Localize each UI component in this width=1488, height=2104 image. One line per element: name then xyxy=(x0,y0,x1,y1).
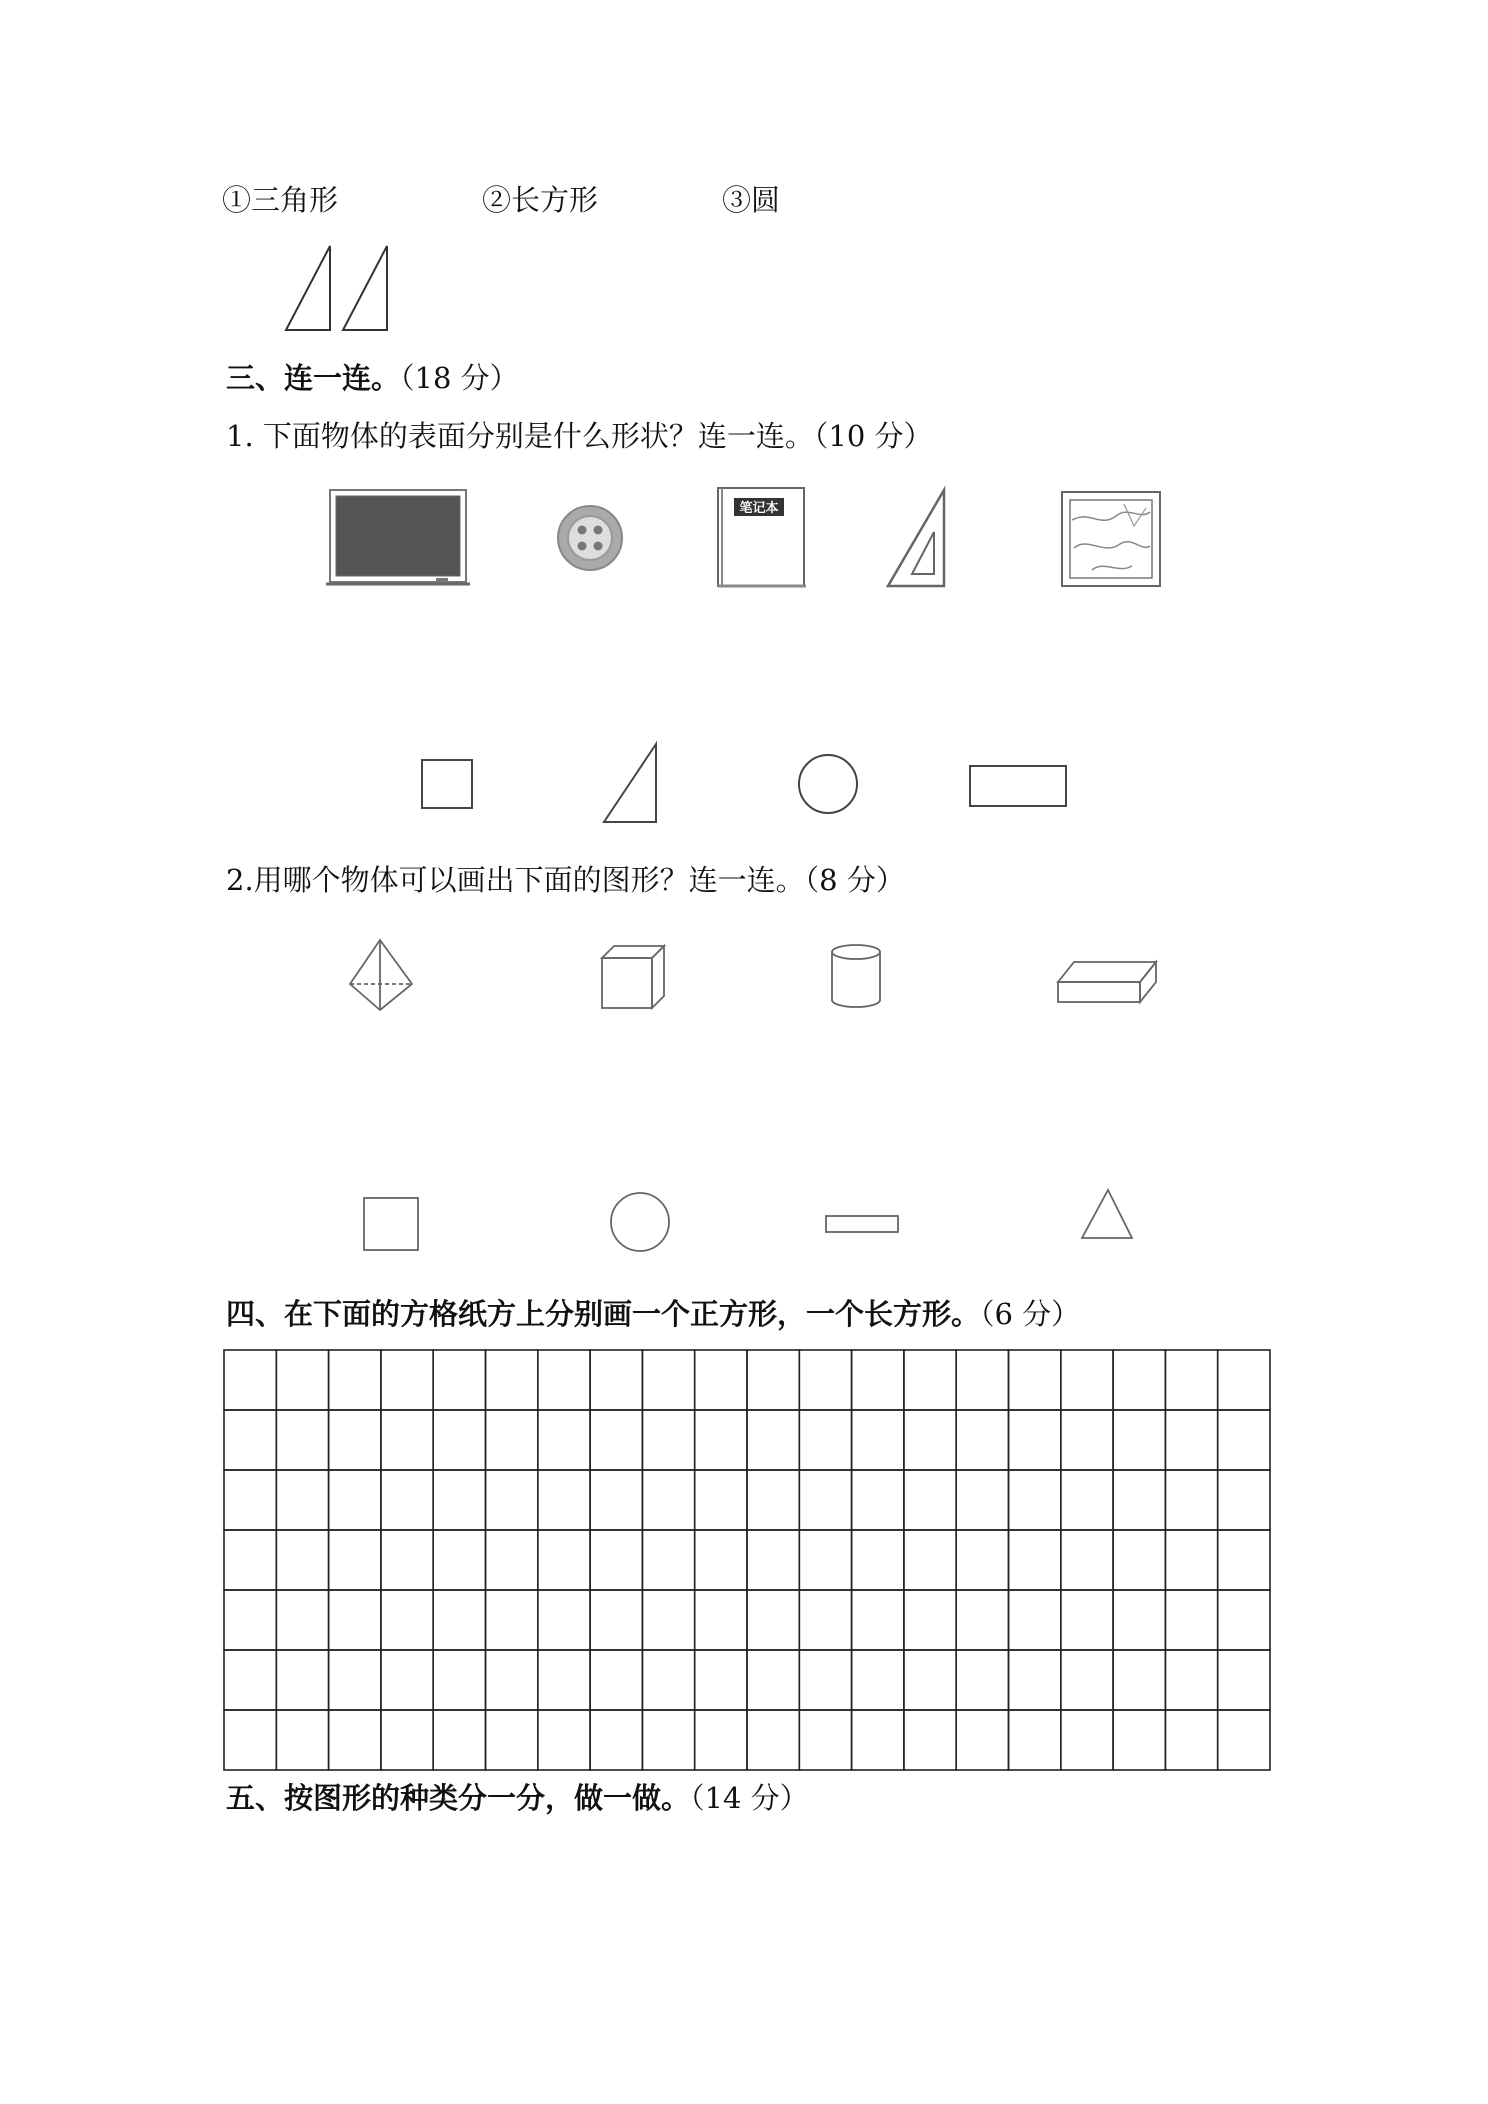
grid-cell[interactable] xyxy=(381,1410,433,1470)
grid-cell[interactable] xyxy=(590,1590,642,1650)
grid-cell[interactable] xyxy=(433,1590,485,1650)
grid-cell[interactable] xyxy=(1061,1470,1113,1530)
grid-cell[interactable] xyxy=(1165,1470,1217,1530)
grid-cell[interactable] xyxy=(1113,1650,1165,1710)
grid-cell[interactable] xyxy=(1218,1470,1270,1530)
grid-cell[interactable] xyxy=(642,1710,694,1770)
square-grid-paper[interactable] xyxy=(224,1350,1270,1770)
grid-cell[interactable] xyxy=(956,1590,1008,1650)
grid-cell[interactable] xyxy=(1113,1590,1165,1650)
grid-cell[interactable] xyxy=(224,1350,276,1410)
grid-cell[interactable] xyxy=(276,1590,328,1650)
grid-cell[interactable] xyxy=(433,1650,485,1710)
grid-cell[interactable] xyxy=(956,1650,1008,1710)
grid-cell[interactable] xyxy=(1165,1710,1217,1770)
grid-cell[interactable] xyxy=(433,1470,485,1530)
grid-cell[interactable] xyxy=(956,1530,1008,1590)
q1-right-triangle-shape xyxy=(604,744,656,822)
button-icon xyxy=(558,506,622,570)
set-square-icon xyxy=(888,490,944,586)
grid-cell[interactable] xyxy=(329,1410,381,1470)
grid-cell[interactable] xyxy=(276,1410,328,1470)
grid-cell[interactable] xyxy=(1009,1590,1061,1650)
grid-cell[interactable] xyxy=(956,1470,1008,1530)
cube-icon xyxy=(602,946,664,1008)
grid-cell[interactable] xyxy=(642,1650,694,1710)
grid-cell[interactable] xyxy=(747,1410,799,1470)
grid-cell[interactable] xyxy=(276,1470,328,1530)
grid-cell[interactable] xyxy=(695,1650,747,1710)
picture-frame-icon xyxy=(1062,492,1160,586)
triangular-pyramid-icon xyxy=(350,940,412,1010)
grid-cell[interactable] xyxy=(695,1590,747,1650)
grid-cell[interactable] xyxy=(799,1350,851,1410)
grid-cell[interactable] xyxy=(1218,1410,1270,1470)
grid-cell[interactable] xyxy=(486,1650,538,1710)
grid-cell[interactable] xyxy=(1061,1530,1113,1590)
grid-cell[interactable] xyxy=(538,1590,590,1650)
grid-cell[interactable] xyxy=(852,1410,904,1470)
section-5-score: （14 分） xyxy=(690,1781,809,1815)
grid-cell[interactable] xyxy=(276,1530,328,1590)
grid-cell[interactable] xyxy=(1113,1470,1165,1530)
grid-cell[interactable] xyxy=(642,1530,694,1590)
grid-cell[interactable] xyxy=(695,1350,747,1410)
section-3-score: （18 分） xyxy=(400,361,519,395)
double-triangle-figure xyxy=(286,246,387,330)
grid-cell[interactable] xyxy=(538,1410,590,1470)
grid-cell[interactable] xyxy=(1113,1350,1165,1410)
grid-cell[interactable] xyxy=(486,1530,538,1590)
grid-cell[interactable] xyxy=(590,1470,642,1530)
grid-cell[interactable] xyxy=(1061,1590,1113,1650)
grid-cell[interactable] xyxy=(329,1470,381,1530)
grid-cell[interactable] xyxy=(381,1650,433,1710)
grid-cell[interactable] xyxy=(329,1530,381,1590)
grid-cell[interactable] xyxy=(852,1650,904,1710)
grid-cell[interactable] xyxy=(224,1590,276,1650)
grid-cell[interactable] xyxy=(329,1590,381,1650)
section-3-title: 三、连一连。 xyxy=(226,361,401,395)
grid-cell[interactable] xyxy=(433,1350,485,1410)
q2-square-shape xyxy=(364,1198,418,1250)
triangle-left xyxy=(286,246,330,330)
grid-cell[interactable] xyxy=(329,1650,381,1710)
grid-cell[interactable] xyxy=(1218,1710,1270,1770)
grid-cell[interactable] xyxy=(1009,1530,1061,1590)
grid-cell[interactable] xyxy=(799,1410,851,1470)
grid-cell[interactable] xyxy=(381,1710,433,1770)
grid-cell[interactable] xyxy=(642,1590,694,1650)
q1-rectangle-shape xyxy=(970,766,1066,806)
grid-cell[interactable] xyxy=(747,1710,799,1770)
q2-triangle-shape xyxy=(1082,1190,1132,1238)
grid-cell[interactable] xyxy=(329,1710,381,1770)
grid-cell[interactable] xyxy=(276,1650,328,1710)
grid-cell[interactable] xyxy=(956,1350,1008,1410)
grid-cell[interactable] xyxy=(381,1530,433,1590)
grid-cell[interactable] xyxy=(276,1350,328,1410)
grid-cell[interactable] xyxy=(852,1590,904,1650)
grid-cell[interactable] xyxy=(1009,1470,1061,1530)
grid-cell[interactable] xyxy=(1113,1530,1165,1590)
grid-cell[interactable] xyxy=(904,1710,956,1770)
grid-cell[interactable] xyxy=(1061,1410,1113,1470)
grid-cell[interactable] xyxy=(486,1710,538,1770)
grid-cell[interactable] xyxy=(904,1530,956,1590)
grid-cell[interactable] xyxy=(1061,1650,1113,1710)
grid-cell[interactable] xyxy=(1218,1350,1270,1410)
grid-cell[interactable] xyxy=(538,1710,590,1770)
grid-cell[interactable] xyxy=(799,1470,851,1530)
triangle-right xyxy=(343,246,387,330)
grid-cell[interactable] xyxy=(695,1470,747,1530)
grid-cell[interactable] xyxy=(1113,1710,1165,1770)
grid-cell[interactable] xyxy=(1113,1410,1165,1470)
grid-cell[interactable] xyxy=(224,1710,276,1770)
grid-cell[interactable] xyxy=(224,1470,276,1530)
grid-cell[interactable] xyxy=(799,1530,851,1590)
grid-cell[interactable] xyxy=(538,1470,590,1530)
grid-cell[interactable] xyxy=(224,1530,276,1590)
q2-shapes xyxy=(364,1190,1132,1251)
grid-cell[interactable] xyxy=(486,1470,538,1530)
grid-cell[interactable] xyxy=(1165,1410,1217,1470)
grid-cell[interactable] xyxy=(852,1530,904,1590)
grid-cell[interactable] xyxy=(904,1410,956,1470)
grid-cell[interactable] xyxy=(329,1350,381,1410)
grid-cell[interactable] xyxy=(747,1590,799,1650)
grid-cell[interactable] xyxy=(956,1410,1008,1470)
grid-cell[interactable] xyxy=(852,1470,904,1530)
grid-cell[interactable] xyxy=(904,1650,956,1710)
section-4-score: （6 分） xyxy=(980,1297,1081,1331)
grid-cell[interactable] xyxy=(590,1410,642,1470)
grid-cell[interactable] xyxy=(642,1410,694,1470)
grid-cell[interactable] xyxy=(799,1650,851,1710)
cuboid-icon xyxy=(1058,962,1156,1002)
grid-cell[interactable] xyxy=(956,1710,1008,1770)
grid-cell[interactable] xyxy=(642,1470,694,1530)
grid-cell[interactable] xyxy=(590,1710,642,1770)
grid-cell[interactable] xyxy=(747,1530,799,1590)
grid-cell[interactable] xyxy=(1165,1530,1217,1590)
grid-cell[interactable] xyxy=(1009,1650,1061,1710)
grid-cell[interactable] xyxy=(381,1350,433,1410)
grid-cell[interactable] xyxy=(1165,1590,1217,1650)
grid-cell[interactable] xyxy=(904,1470,956,1530)
grid-cell[interactable] xyxy=(1218,1590,1270,1650)
question-1-text: 1. 下面物体的表面分别是什么形状？连一连。（10 分） xyxy=(226,419,933,453)
grid-cell[interactable] xyxy=(695,1410,747,1470)
grid-cell[interactable] xyxy=(747,1650,799,1710)
notebook-icon xyxy=(718,488,806,586)
grid-cell[interactable] xyxy=(1165,1350,1217,1410)
grid-cell[interactable] xyxy=(538,1530,590,1590)
q1-square-shape xyxy=(422,760,472,808)
question-2-text: 2.用哪个物体可以画出下面的图形？连一连。（8 分） xyxy=(226,863,905,897)
grid-cell[interactable] xyxy=(224,1410,276,1470)
grid-cell[interactable] xyxy=(1009,1350,1061,1410)
grid-cell[interactable] xyxy=(433,1410,485,1470)
notebook-cover-text: 笔记本 xyxy=(739,501,779,516)
grid-cell[interactable] xyxy=(1061,1710,1113,1770)
grid-cell[interactable] xyxy=(486,1350,538,1410)
grid-cell[interactable] xyxy=(276,1710,328,1770)
grid-cell[interactable] xyxy=(799,1590,851,1650)
q1-circle-shape xyxy=(799,755,857,813)
grid-cell[interactable] xyxy=(1218,1530,1270,1590)
grid-cell[interactable] xyxy=(904,1590,956,1650)
q1-shapes xyxy=(422,744,1066,822)
section-5-title: 五、按图形的种类分一分，做一做。 xyxy=(226,1781,691,1815)
option-rectangle: ②长方形 xyxy=(482,183,599,217)
option-triangle: ①三角形 xyxy=(222,183,339,217)
grid-cell[interactable] xyxy=(1061,1350,1113,1410)
grid-cell[interactable] xyxy=(381,1470,433,1530)
q2-circle-shape xyxy=(611,1193,669,1251)
grid-cell[interactable] xyxy=(642,1350,694,1410)
grid-cell[interactable] xyxy=(486,1410,538,1470)
grid-cell[interactable] xyxy=(799,1710,851,1770)
grid-cell[interactable] xyxy=(538,1650,590,1710)
option-circle: ③圆 xyxy=(722,183,781,217)
grid-cell[interactable] xyxy=(486,1590,538,1650)
grid-cell[interactable] xyxy=(852,1350,904,1410)
section-4-title: 四、在下面的方格纸方上分别画一个正方形，一个长方形。 xyxy=(226,1297,981,1331)
q2-thin-rectangle-shape xyxy=(826,1216,898,1232)
grid-cell[interactable] xyxy=(433,1530,485,1590)
grid-cell[interactable] xyxy=(1009,1410,1061,1470)
grid-cell[interactable] xyxy=(590,1530,642,1590)
grid-cell[interactable] xyxy=(381,1590,433,1650)
grid-cell[interactable] xyxy=(590,1350,642,1410)
grid-cell[interactable] xyxy=(1009,1710,1061,1770)
grid-cell[interactable] xyxy=(695,1710,747,1770)
grid-cell[interactable] xyxy=(224,1650,276,1710)
grid-cell[interactable] xyxy=(1218,1650,1270,1710)
cylinder-icon xyxy=(832,945,880,1007)
grid-cell[interactable] xyxy=(904,1350,956,1410)
grid-cell[interactable] xyxy=(747,1350,799,1410)
grid-cell[interactable] xyxy=(747,1470,799,1530)
grid-cell[interactable] xyxy=(695,1530,747,1590)
grid-cell[interactable] xyxy=(590,1650,642,1710)
grid-cell[interactable] xyxy=(538,1350,590,1410)
grid-cell[interactable] xyxy=(852,1710,904,1770)
grid-cell[interactable] xyxy=(433,1710,485,1770)
grid-cell[interactable] xyxy=(1165,1650,1217,1710)
blackboard-icon xyxy=(326,490,470,584)
